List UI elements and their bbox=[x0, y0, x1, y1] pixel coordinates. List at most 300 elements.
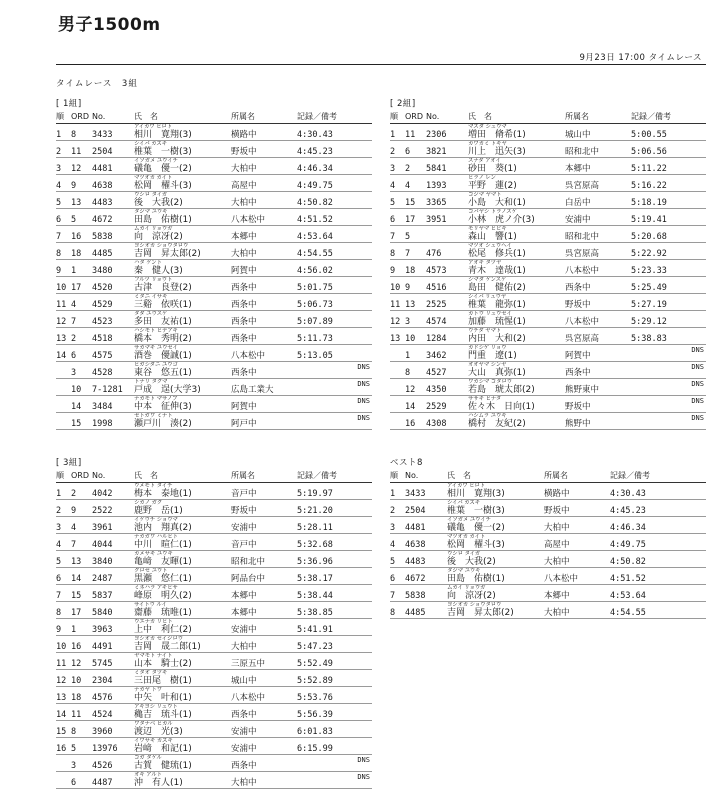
athlete-name-cell bbox=[134, 602, 231, 619]
cell-team: 西条中 bbox=[231, 283, 257, 293]
cell-team: 高屋中 bbox=[231, 181, 257, 191]
furigana: ミタオ タツキ bbox=[134, 670, 168, 676]
cell-no: 4574 bbox=[426, 317, 447, 327]
furigana: ムカイ リョウガ bbox=[447, 585, 486, 591]
result-row bbox=[56, 175, 372, 192]
athlete-name-cell bbox=[468, 362, 565, 379]
cell-rank: 1 bbox=[56, 489, 62, 499]
table-title-heat-1: [ 1組] bbox=[56, 99, 82, 109]
result-row bbox=[56, 209, 372, 226]
name-kanji: 吉岡 昇太郎(2) bbox=[447, 608, 514, 618]
athlete-name-cell bbox=[447, 534, 544, 551]
name-kanji: 鹿野 岳(1) bbox=[134, 506, 183, 516]
cell-no: 4576 bbox=[92, 693, 113, 703]
athlete-name-cell bbox=[447, 517, 544, 534]
cell-no: 2487 bbox=[92, 574, 113, 584]
cell-ord: 14 bbox=[71, 574, 82, 584]
cell-team: 白岳中 bbox=[565, 198, 591, 208]
cell-ord: 12 bbox=[405, 385, 416, 395]
athlete-name-cell bbox=[447, 551, 544, 568]
result-row bbox=[390, 345, 706, 362]
cell-team: 安浦中 bbox=[231, 625, 257, 635]
name-kanji: 田島 佑樹(1) bbox=[134, 215, 192, 225]
result-row bbox=[390, 158, 706, 175]
athlete-name-cell bbox=[134, 534, 231, 551]
athlete-name-cell bbox=[134, 328, 231, 345]
cell-record: 5:38.83 bbox=[631, 334, 667, 344]
cell-rank: 15 bbox=[56, 727, 67, 737]
athlete-name-cell bbox=[468, 124, 565, 141]
cell-team: 西条中 bbox=[565, 283, 591, 293]
cell-no: 1998 bbox=[92, 419, 113, 429]
cell-no: 2529 bbox=[426, 402, 447, 412]
cell-rank: 12 bbox=[56, 317, 67, 327]
cell-team: 大柏中 bbox=[231, 198, 257, 208]
furigana: アイカワ ヒロト bbox=[134, 124, 172, 130]
column-header-ord: ORD bbox=[405, 111, 426, 124]
column-header-rank: 順 bbox=[56, 470, 71, 483]
cell-ord: 15 bbox=[71, 419, 82, 429]
cell-no: 5840 bbox=[92, 608, 113, 618]
name-kanji: 向 涼冴(2) bbox=[447, 591, 496, 601]
header-rule bbox=[56, 64, 706, 65]
cell-record: DNS bbox=[357, 773, 370, 781]
column-header-no: No. bbox=[426, 111, 468, 124]
furigana: ウチダ ヤマト bbox=[468, 328, 502, 334]
cell-ord: 1 bbox=[71, 266, 77, 276]
furigana: サカマキ ユウセイ bbox=[134, 345, 178, 351]
furigana: カワカミ トキヤ bbox=[468, 141, 507, 147]
athlete-name-cell bbox=[134, 483, 231, 500]
cell-team: 八本松中 bbox=[231, 693, 266, 703]
cell-ord: 2 bbox=[405, 164, 411, 174]
cell-ord: 11 bbox=[71, 147, 82, 157]
cell-record: 5:56.39 bbox=[297, 710, 333, 720]
name-kanji: 田島 佑樹(1) bbox=[447, 574, 505, 584]
athlete-name-cell bbox=[468, 141, 565, 158]
athlete-name-cell bbox=[134, 243, 231, 260]
cell-team: 野坂中 bbox=[231, 147, 257, 157]
result-row bbox=[390, 328, 706, 345]
cell-ord: 8 bbox=[71, 727, 77, 737]
result-row bbox=[56, 636, 372, 653]
furigana: マスダ シュウマ bbox=[468, 124, 507, 130]
cell-team: 西条中 bbox=[231, 317, 257, 327]
cell-no: 2306 bbox=[426, 130, 447, 140]
athlete-name-cell bbox=[468, 311, 565, 328]
result-row bbox=[390, 226, 706, 243]
furigana: タジマ ユウキ bbox=[134, 209, 168, 215]
cell-ord: 2 bbox=[71, 334, 77, 344]
cell-ord: 16 bbox=[405, 419, 416, 429]
cell-no: 4483 bbox=[92, 198, 113, 208]
cell-record: 5:19.41 bbox=[631, 215, 667, 225]
result-row bbox=[390, 141, 706, 158]
cell-no: 4520 bbox=[92, 283, 113, 293]
name-kanji: 戸成 逞(大学3) bbox=[134, 385, 201, 395]
furigana: ナカモト マサノブ bbox=[134, 396, 178, 402]
athlete-name-cell bbox=[134, 192, 231, 209]
cell-record: 5:52.49 bbox=[297, 659, 333, 669]
athlete-name-cell bbox=[447, 602, 544, 619]
athlete-name-cell bbox=[134, 277, 231, 294]
cell-no: 4528 bbox=[92, 368, 113, 378]
column-header-rank: 順 bbox=[390, 470, 405, 483]
cell-ord: 17 bbox=[71, 608, 82, 618]
athlete-name-cell bbox=[134, 653, 231, 670]
cell-team: 三原五中 bbox=[231, 659, 266, 669]
cell-ord: 16 bbox=[71, 232, 82, 242]
cell-ord: 18 bbox=[405, 266, 416, 276]
cell-team: 音戸中 bbox=[231, 540, 257, 550]
name-kanji: 中川 暄仁(1) bbox=[134, 540, 192, 550]
cell-no: 3821 bbox=[426, 147, 447, 157]
result-row bbox=[390, 294, 706, 311]
cell-record: 4:50.82 bbox=[297, 198, 333, 208]
cell-record: DNS bbox=[691, 414, 704, 422]
cell-rank: 2 bbox=[56, 147, 62, 157]
athlete-name-cell bbox=[134, 379, 231, 396]
cell-rank: 4 bbox=[56, 181, 62, 191]
cell-team: 阿品台中 bbox=[231, 574, 266, 584]
name-kanji: 佐々木 日向(1) bbox=[468, 402, 535, 412]
result-row bbox=[390, 311, 706, 328]
cell-record: 5:00.55 bbox=[631, 130, 667, 140]
cell-no: 3480 bbox=[92, 266, 113, 276]
name-kanji: 渡辺 光(3) bbox=[134, 727, 183, 737]
cell-team: 八本松中 bbox=[231, 351, 266, 361]
athlete-name-cell bbox=[134, 636, 231, 653]
cell-team: 八本松中 bbox=[231, 215, 266, 225]
athlete-name-cell bbox=[134, 311, 231, 328]
name-kanji: 松岡 櫂斗(3) bbox=[447, 540, 505, 550]
cell-ord: 1 bbox=[405, 351, 411, 361]
cell-rank: 1 bbox=[390, 130, 396, 140]
name-kanji: 東谷 悠五(1) bbox=[134, 368, 192, 378]
cell-team: 横路中 bbox=[231, 130, 257, 140]
cell-ord: 14 bbox=[405, 402, 416, 412]
cell-team: 西条中 bbox=[565, 368, 591, 378]
cell-record: DNS bbox=[357, 414, 370, 422]
cell-record: 5:06.56 bbox=[631, 147, 667, 157]
cell-team: 呉宮原高 bbox=[565, 334, 600, 344]
athlete-name-cell bbox=[134, 294, 231, 311]
cell-no: 4485 bbox=[92, 249, 113, 259]
cell-ord: 4 bbox=[405, 181, 411, 191]
athlete-name-cell bbox=[468, 328, 565, 345]
cell-no: 1284 bbox=[426, 334, 447, 344]
cell-team: 大柏中 bbox=[231, 164, 257, 174]
cell-no: 4481 bbox=[405, 523, 426, 533]
cell-record: 4:50.82 bbox=[610, 557, 646, 567]
cell-ord: 4 bbox=[71, 300, 77, 310]
athlete-name-cell bbox=[134, 124, 231, 141]
cell-no: 4485 bbox=[405, 608, 426, 618]
athlete-name-cell bbox=[468, 209, 565, 226]
athlete-name-cell bbox=[134, 721, 231, 738]
cell-record: 5:38.44 bbox=[297, 591, 333, 601]
cell-rank: 8 bbox=[390, 249, 396, 259]
name-kanji: 三田尾 樹(1) bbox=[134, 676, 192, 686]
result-row bbox=[390, 483, 706, 500]
cell-team: 野坂中 bbox=[565, 300, 591, 310]
cell-rank: 7 bbox=[390, 232, 396, 242]
result-row bbox=[56, 413, 372, 430]
result-row bbox=[390, 534, 706, 551]
athlete-name-cell bbox=[447, 585, 544, 602]
name-kanji: 砂田 葵(1) bbox=[468, 164, 517, 174]
cell-record: 5:38.85 bbox=[297, 608, 333, 618]
result-row bbox=[56, 243, 372, 260]
cell-team: 熊野東中 bbox=[565, 385, 600, 395]
athlete-name-cell bbox=[134, 500, 231, 517]
cell-record: 4:51.52 bbox=[610, 574, 646, 584]
cell-record: 5:13.05 bbox=[297, 351, 333, 361]
cell-team: 昭和北中 bbox=[231, 557, 266, 567]
result-row bbox=[56, 551, 372, 568]
result-row bbox=[56, 483, 372, 500]
athlete-name-cell bbox=[468, 277, 565, 294]
furigana: アオキ タツヤ bbox=[468, 260, 502, 266]
cell-ord: 5 bbox=[71, 215, 77, 225]
cell-team: 昭和北中 bbox=[565, 147, 600, 157]
athlete-name-cell bbox=[134, 704, 231, 721]
result-row bbox=[56, 328, 372, 345]
cell-record: 5:32.68 bbox=[297, 540, 333, 550]
result-row bbox=[390, 209, 706, 226]
cell-rank: 7 bbox=[390, 591, 396, 601]
cell-rank: 9 bbox=[56, 266, 62, 276]
cell-no: 3840 bbox=[92, 557, 113, 567]
cell-record: 4:30.43 bbox=[297, 130, 333, 140]
cell-no: 4044 bbox=[92, 540, 113, 550]
cell-record: 5:19.97 bbox=[297, 489, 333, 499]
result-row bbox=[390, 362, 706, 379]
cell-team: 阿賀中 bbox=[231, 402, 257, 412]
cell-rank: 6 bbox=[390, 215, 396, 225]
cell-rank: 12 bbox=[56, 676, 67, 686]
tables-grid bbox=[56, 97, 706, 789]
name-kanji: 峰原 明久(2) bbox=[134, 591, 192, 601]
result-row bbox=[390, 500, 706, 517]
furigana: ワタナベ ヒカル bbox=[134, 721, 173, 727]
cell-ord: 9 bbox=[71, 181, 77, 191]
furigana: アイカワ ヒロト bbox=[447, 483, 485, 489]
column-header-name: 氏 名 bbox=[468, 111, 565, 124]
table-title-heat-3: [ 3組] bbox=[56, 458, 82, 468]
cell-ord: 10 bbox=[71, 385, 82, 395]
name-kanji: 島田 健佑(2) bbox=[468, 283, 526, 293]
result-row bbox=[56, 670, 372, 687]
athlete-name-cell bbox=[447, 483, 544, 500]
cell-team: 音戸中 bbox=[231, 489, 257, 499]
furigana: タダ ユウスケ bbox=[134, 311, 168, 317]
cell-team: 本郷中 bbox=[231, 232, 257, 242]
cell-no: 4523 bbox=[92, 317, 113, 327]
results-table bbox=[390, 470, 706, 619]
result-row bbox=[390, 585, 706, 602]
name-kanji: 青木 達哉(1) bbox=[468, 266, 526, 276]
cell-ord: 18 bbox=[71, 249, 82, 259]
cell-no: 4524 bbox=[92, 710, 113, 720]
cell-rank bbox=[56, 379, 71, 396]
cell-record: DNS bbox=[691, 397, 704, 405]
cell-record: 4:46.34 bbox=[297, 164, 333, 174]
cell-record: 4:53.64 bbox=[297, 232, 333, 242]
name-kanji: 小林 虎ノ介(3) bbox=[468, 215, 535, 225]
cell-rank: 4 bbox=[56, 540, 62, 550]
cell-team: 大柏中 bbox=[544, 557, 570, 567]
result-row bbox=[390, 379, 706, 396]
cell-team: 呉宮原高 bbox=[565, 181, 600, 191]
cell-rank: 6 bbox=[56, 215, 62, 225]
result-row bbox=[56, 260, 372, 277]
cell-no: 4529 bbox=[92, 300, 113, 310]
table-heat-1 bbox=[56, 97, 372, 430]
column-header-record: 記録／備考 bbox=[610, 470, 706, 483]
results-table bbox=[56, 470, 372, 789]
cell-record: 5:16.22 bbox=[631, 181, 667, 191]
cell-rank bbox=[390, 413, 405, 430]
furigana: オオヤマ シンヤ bbox=[468, 362, 507, 368]
result-row bbox=[56, 772, 372, 789]
cell-rank bbox=[56, 362, 71, 379]
cell-ord: 11 bbox=[71, 710, 82, 720]
furigana: ヒガシダニ ユウゴ bbox=[134, 362, 178, 368]
cell-record: 5:18.19 bbox=[631, 198, 667, 208]
date-time-line: 9月23日 17:00 タイムレース bbox=[579, 53, 702, 63]
result-row bbox=[56, 704, 372, 721]
name-kanji: 椎葉 一樹(3) bbox=[447, 506, 505, 516]
cell-no: 3365 bbox=[426, 198, 447, 208]
cell-rank: 9 bbox=[56, 625, 62, 635]
athlete-name-cell bbox=[468, 175, 565, 192]
furigana: ヨシオカ セイジロウ bbox=[134, 636, 183, 642]
results-table bbox=[390, 111, 706, 430]
furigana: クロセ ユウト bbox=[134, 568, 168, 574]
furigana: カトウ リュウセイ bbox=[468, 311, 512, 317]
athlete-name-cell bbox=[468, 345, 565, 362]
athlete-name-cell bbox=[134, 687, 231, 704]
athlete-name-cell bbox=[134, 345, 231, 362]
cell-record: 4:30.43 bbox=[610, 489, 646, 499]
column-header-no: No. bbox=[92, 111, 134, 124]
cell-rank: 12 bbox=[390, 317, 401, 327]
cell-rank: 2 bbox=[390, 506, 396, 516]
cell-team: 本郷中 bbox=[565, 164, 591, 174]
result-row bbox=[390, 260, 706, 277]
cell-team: 城山中 bbox=[231, 676, 257, 686]
name-kanji: 後 大我(2) bbox=[134, 198, 183, 208]
result-row bbox=[390, 413, 706, 430]
cell-no: 4638 bbox=[92, 181, 113, 191]
cell-ord: 9 bbox=[405, 283, 411, 293]
cell-ord: 6 bbox=[71, 778, 77, 788]
cell-no: 4518 bbox=[92, 334, 113, 344]
result-row bbox=[56, 738, 372, 755]
name-kanji: 相川 寛翔(3) bbox=[447, 489, 505, 499]
name-kanji: 多田 友祐(1) bbox=[134, 317, 192, 327]
athlete-name-cell bbox=[447, 500, 544, 517]
result-row bbox=[56, 362, 372, 379]
column-header-name: 氏 名 bbox=[134, 111, 231, 124]
cell-ord: 13 bbox=[71, 198, 82, 208]
column-header-rank: 順 bbox=[56, 111, 71, 124]
furigana: ウエナカ リヒト bbox=[134, 619, 173, 625]
furigana: カドシゲ リョウ bbox=[468, 345, 507, 351]
cell-ord: 7 bbox=[405, 249, 411, 259]
cell-no: 476 bbox=[426, 249, 442, 259]
athlete-name-cell bbox=[468, 192, 565, 209]
column-header-team: 所属名 bbox=[544, 470, 610, 483]
result-row bbox=[390, 192, 706, 209]
name-kanji: 向 涼冴(2) bbox=[134, 232, 183, 242]
cell-no: 3433 bbox=[405, 489, 426, 499]
cell-ord: 5 bbox=[405, 232, 411, 242]
cell-team: 大柏中 bbox=[231, 642, 257, 652]
cell-rank: 10 bbox=[56, 642, 67, 652]
athlete-name-cell bbox=[134, 158, 231, 175]
athlete-name-cell bbox=[134, 670, 231, 687]
cell-no: 7-1281 bbox=[92, 385, 123, 395]
cell-ord: 14 bbox=[71, 402, 82, 412]
cell-record: 5:11.22 bbox=[631, 164, 667, 174]
cell-ord: 13 bbox=[405, 300, 416, 310]
cell-ord: 10 bbox=[405, 334, 416, 344]
cell-no: 3433 bbox=[92, 130, 113, 140]
result-row bbox=[390, 568, 706, 585]
athlete-name-cell bbox=[134, 209, 231, 226]
furigana: トナリ タクマ bbox=[134, 379, 168, 385]
cell-no: 4308 bbox=[426, 419, 447, 429]
furigana: ウメモト タイチ bbox=[134, 483, 173, 489]
cell-no: 4575 bbox=[92, 351, 113, 361]
cell-no: 4527 bbox=[426, 368, 447, 378]
name-kanji: 上中 利仁(2) bbox=[134, 625, 192, 635]
athlete-name-cell bbox=[468, 294, 565, 311]
cell-no: 2525 bbox=[426, 300, 447, 310]
name-kanji: 平野 蓮(2) bbox=[468, 181, 517, 191]
furigana: ヨシオカ ショウタロウ bbox=[134, 243, 189, 249]
cell-record: 4:54.55 bbox=[610, 608, 646, 618]
column-header-name: 氏 名 bbox=[447, 470, 544, 483]
athlete-name-cell bbox=[468, 396, 565, 413]
cell-no: 4350 bbox=[426, 385, 447, 395]
result-row bbox=[56, 124, 372, 141]
result-row bbox=[390, 517, 706, 534]
cell-team: 八本松中 bbox=[565, 266, 600, 276]
cell-ord: 13 bbox=[71, 557, 82, 567]
race-type-label: タイムレース 3組 bbox=[56, 79, 138, 89]
cell-ord: 17 bbox=[71, 283, 82, 293]
cell-team: 八本松中 bbox=[544, 574, 579, 584]
cell-rank: 5 bbox=[56, 198, 62, 208]
cell-rank bbox=[56, 396, 71, 413]
cell-ord: 5 bbox=[71, 744, 77, 754]
cell-rank: 14 bbox=[56, 710, 67, 720]
cell-no: 4042 bbox=[92, 489, 113, 499]
name-kanji: 増田 脩希(1) bbox=[468, 130, 526, 140]
cell-team: 横路中 bbox=[544, 489, 570, 499]
cell-record: 4:45.23 bbox=[297, 147, 333, 157]
column-header-team: 所属名 bbox=[565, 111, 631, 124]
furigana: シイバ カズキ bbox=[134, 141, 167, 147]
cell-record: 5:06.73 bbox=[297, 300, 333, 310]
furigana: モリヤマ ヒビキ bbox=[468, 226, 507, 232]
furigana: オキ アルト bbox=[134, 772, 162, 778]
furigana: マツオカ カイト bbox=[447, 534, 486, 540]
athlete-name-cell bbox=[134, 396, 231, 413]
